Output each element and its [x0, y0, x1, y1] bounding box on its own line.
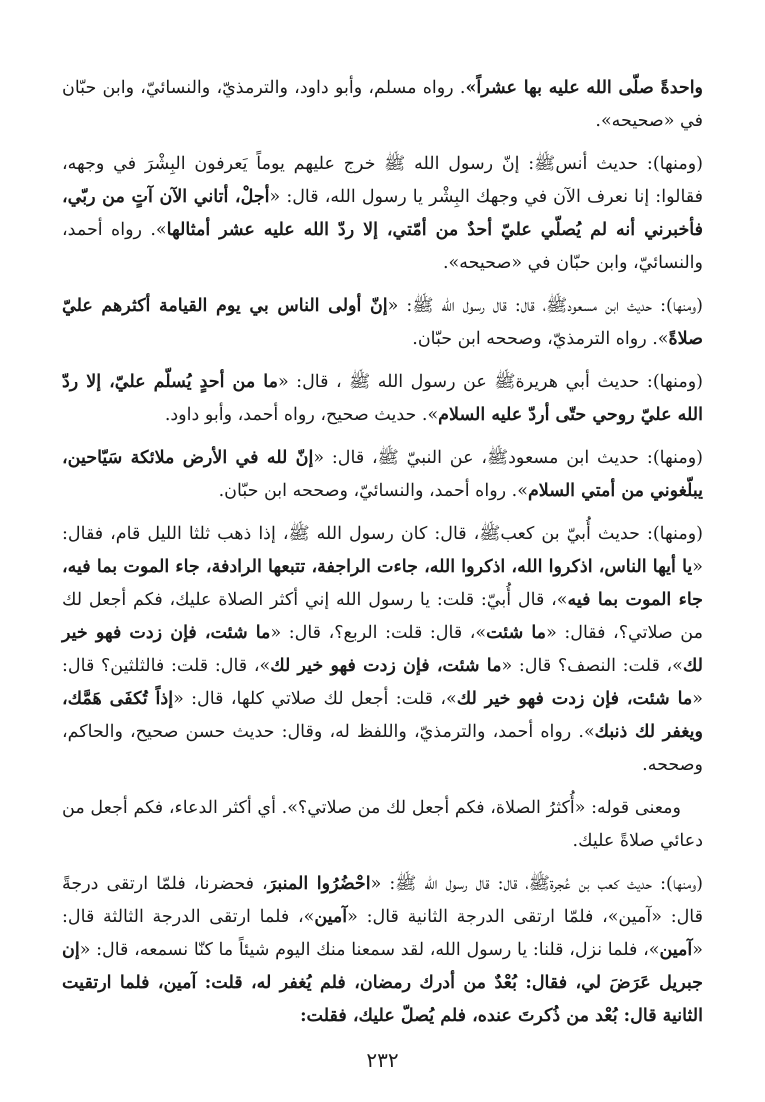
commentary-text: . رواه مسلم، وأبو داود، والترمذيّ، والنسائيّ، وابن حبّان في «صحيحه».: [62, 78, 703, 131]
commentary-text: (ومنها): حديث أبي هريرةﷺ عن رسول الله ﷺ ، قال: «: [277, 372, 703, 392]
hadith-text: ما شئت، فإن زدت فهو خير لك: [270, 656, 502, 676]
commentary-text: (ومنها): حديث ابن مسعودﷺ، قال: قال رسول الله ﷺ: «: [387, 296, 703, 316]
commentary-text: »، قال أُبيّ: قلت: يا رسول الله إني أكثر الصلاة عليك، فكم أجعل لك من صلاتي؟، فقال: «: [62, 590, 703, 643]
commentary-text: »، فلما نزل، قلنا: يا رسول الله، لقد سمعنا منك اليوم شيئاً ما كنّا نسمعه، قال: «: [79, 940, 660, 960]
hadith-text: احْضُرُوا المنبرَ: [267, 874, 371, 894]
paragraph: [62, 290, 703, 356]
hadith-text: آمين: [659, 940, 693, 960]
hadith-text: ما من أحدٍ يُسلّم عليّ، إلا ردّ الله عليّ روحي حتّى أردّ عليه السلام: [62, 372, 703, 425]
hadith-text: يا أيها الناس، اذكروا الله، اذكروا الله، جاءت الراجفة، تتبعها الرادفة، جاء الموت بما فيه، جاء الموت بما فيه: [62, 557, 703, 610]
commentary-text: »، قلت: النصف؟ قال: «: [501, 656, 683, 676]
hadith-text: إذاً تُكفَى هَمَّك، ويغفر لك ذنبك: [62, 689, 704, 742]
commentary-text: »، قلت: أجعل لك صلاتي كلها، قال: «: [173, 689, 457, 709]
commentary-text: »، قال: قلت: الربع؟، قال: «: [270, 623, 487, 643]
commentary-text: ومعنى قوله: «أُكثرُ الصلاة، فكم أجعل لك من صلاتي؟». أي أكثر الدعاء، فكم أجعل من دعائي صلاةً عليك.: [62, 798, 703, 851]
hadith-text: ما شئت: [486, 623, 547, 643]
commentary-text: ». رواه أحمد، والترمذيّ، واللفظ له، وقال: حديث حسن صحيح، والحاكم، وصححه.: [62, 722, 703, 775]
commentary-text: (ومنها): حديث أُبيّ بن كعبﷺ، قال: كان رسول الله ﷺ، إذا ذهب ثلثا الليل قام، فقال: «: [62, 524, 703, 577]
paragraph: [62, 148, 703, 280]
hadith-text: آمين: [314, 907, 348, 927]
paragraph: [62, 792, 703, 858]
commentary-text: (ومنها): حديث ابن مسعودﷺ، عن النبيّ ﷺ، قال: «: [313, 448, 703, 468]
page-number: ٢٣٢: [366, 1048, 399, 1072]
paragraph: [62, 442, 703, 508]
page-body: [62, 72, 703, 1043]
hadith-text: إنّ أولى الناس بي يوم القيامة أكثرهم عليّ صلاةً: [62, 296, 703, 349]
commentary-text: ، فحضرنا، فلمّا ارتقى درجةً قال: «آمين»، فلمّا ارتقى الدرجة الثانية قال: «: [62, 874, 703, 927]
commentary-text: (ومنها): حديث كعب بن عُجرةﷺ، قال: قال رسول الله ﷺ: «: [370, 874, 704, 894]
commentary-text: »، فلما ارتقى الدرجة الثالثة قال: «: [62, 907, 703, 960]
commentary-text: ». رواه أحمد، والنسائيّ، وابن حبّان في «صحيحه».: [62, 220, 703, 273]
paragraph: [62, 518, 703, 782]
hadith-text: واحدةً صلّى الله عليه بها عشراً»: [465, 78, 704, 98]
commentary-text: ». رواه الترمذيّ، وصححه ابن حبّان.: [412, 329, 669, 349]
paragraph: [62, 366, 703, 432]
commentary-text: ». رواه أحمد، والنسائيّ، وصححه ابن حبّان.: [218, 481, 528, 501]
paragraph: [62, 868, 703, 1033]
paragraph: [62, 72, 703, 138]
commentary-text: ». حديث صحيح، رواه أحمد، وأبو داود.: [164, 405, 439, 425]
commentary-text: (ومنها): حديث أنسﷺ: إنّ رسول الله ﷺ خرج عليهم يوماً يَعرفون البِشْرَ في وجهه، فقالوا: إنا نعرف الآن في وجهك البِشْر يا رسول الله، قال: «: [62, 154, 703, 207]
hadith-text: إن جبريل عَرَضَ لي، فقال: بُعْدٌ من أدرك رمضان، فلم يُغفر له، قلت: آمين، فلما ارتقيت الثانية قال: بُعْد من ذُكرتَ عنده، فلم يُصلّ عليك، فقلت:: [62, 940, 703, 1026]
hadith-text: أجلْ، أتاني الآن آتٍ من ربّي، فأخبرني أنه لم يُصلّي عليّ أحدٌ من أمّتي، إلا ردّ الله عليه عشر أمثالها: [62, 187, 703, 240]
commentary-text: »، قال: قلت: فالثلثين؟ قال: «: [62, 656, 703, 709]
hadith-text: إنّ لله في الأرض ملائكة سَيّاحين، يبلّغوني من أمتي السلام: [62, 448, 703, 501]
hadith-text: ما شئت، فإن زدت فهو خير لك: [62, 623, 703, 676]
hadith-text: ما شئت، فإن زدت فهو خير لك: [456, 689, 693, 709]
